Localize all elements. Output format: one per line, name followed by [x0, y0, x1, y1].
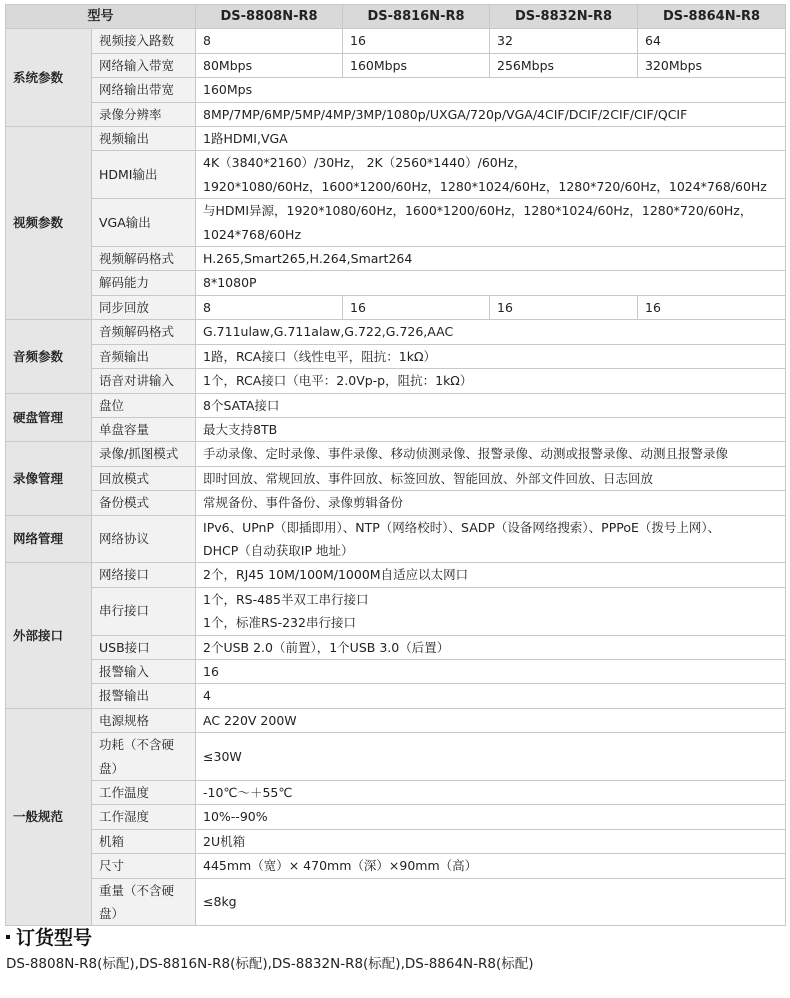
row-label: [92, 733, 196, 781]
label-line: 盘）: [99, 760, 125, 776]
row-label: USB接口: [92, 635, 196, 659]
cell: 16: [343, 29, 490, 53]
cell: 2U机箱: [196, 829, 786, 853]
table-row: [6, 271, 786, 295]
cell: 8*1080P: [196, 271, 786, 295]
group-disk: 硬盘管理: [6, 393, 92, 442]
cell: 4: [196, 684, 786, 708]
cell: [196, 151, 786, 199]
cell-line: DHCP（自动获取IP 地址）: [203, 542, 354, 558]
row-label: 尺寸: [92, 854, 196, 878]
row-label: 盘位: [92, 393, 196, 417]
group-network: 网络管理: [6, 515, 92, 563]
spec-table: [5, 4, 786, 926]
row-label: 同步回放: [92, 295, 196, 319]
cell: 最大支持8TB: [196, 417, 786, 441]
table-row: [6, 684, 786, 708]
cell: ≤8kg: [196, 878, 786, 926]
cell: G.711ulaw,G.711alaw,G.722,G.726,AAC: [196, 320, 786, 344]
cell: 160Mbps: [343, 53, 490, 77]
table-row: [6, 295, 786, 319]
group-video: 视频参数: [6, 127, 92, 320]
cell-line: 与HDMI异源，1920*1080/60Hz，1600*1200/60Hz，1280*1024/60Hz，1280*720/60Hz，: [203, 203, 753, 219]
model-1: DS-8808N-R8: [196, 5, 343, 29]
row-label: 工作温度: [92, 781, 196, 805]
cell: 2个，RJ45 10M/100M/1000M自适应以太网口: [196, 563, 786, 587]
cell: [196, 515, 786, 563]
order-section-title: [6, 923, 92, 950]
table-row: [6, 563, 786, 587]
row-label: 机箱: [92, 829, 196, 853]
table-row: [6, 78, 786, 102]
cell-line: 1个，标准RS-232串行接口: [203, 615, 356, 631]
group-system: 系统参数: [6, 29, 92, 127]
table-row: [6, 587, 786, 635]
row-label: 音频输出: [92, 344, 196, 368]
table-row: [6, 393, 786, 417]
cell: 8个SATA接口: [196, 393, 786, 417]
cell: 64: [638, 29, 786, 53]
table-row: [6, 635, 786, 659]
cell: 320Mbps: [638, 53, 786, 77]
cell: 即时回放、常规回放、事件回放、标签回放、智能回放、外部文件回放、日志回放: [196, 466, 786, 490]
bullet-icon: [6, 935, 10, 939]
table-row: [6, 491, 786, 515]
row-label: 网络协议: [92, 515, 196, 563]
row-label: [92, 878, 196, 926]
row-label: 备份模式: [92, 491, 196, 515]
cell: 16: [343, 295, 490, 319]
row-label: 电源规格: [92, 708, 196, 732]
cell-line: 1024*768/60Hz: [203, 226, 302, 242]
row-label: 视频解码格式: [92, 247, 196, 271]
table-row: [6, 344, 786, 368]
table-row: [6, 127, 786, 151]
cell: 32: [490, 29, 638, 53]
table-row: [6, 515, 786, 563]
cell: 2个USB 2.0（前置），1个USB 3.0（后置）: [196, 635, 786, 659]
row-label: 网络输入带宽: [92, 53, 196, 77]
table-row: [6, 442, 786, 466]
cell: -10℃～＋55℃: [196, 781, 786, 805]
table-row: [6, 733, 786, 781]
row-label: VGA输出: [92, 199, 196, 247]
group-general: 一般规范: [6, 708, 92, 926]
row-label: 录像分辨率: [92, 102, 196, 126]
cell: 445mm（宽）× 470mm（深）×90mm（高）: [196, 854, 786, 878]
row-label: HDMI输出: [92, 151, 196, 199]
table-row: [6, 151, 786, 199]
row-label: 视频接入路数: [92, 29, 196, 53]
table-row: [6, 247, 786, 271]
cell: 16: [490, 295, 638, 319]
row-label: 音频解码格式: [92, 320, 196, 344]
order-models-text: DS-8808N-R8(标配),DS-8816N-R8(标配),DS-8832N-R8(标配),DS-8864N-R8(标配): [6, 956, 534, 972]
cell: 8: [196, 295, 343, 319]
cell: 160Mps: [196, 78, 786, 102]
cell: 256Mbps: [490, 53, 638, 77]
table-row: [6, 659, 786, 683]
table-row: [6, 708, 786, 732]
table-row: [6, 417, 786, 441]
cell-line: IPv6、UPnP（即插即用）、NTP（网络校时）、SADP（设备网络搜索）、PPPoE（拨号上网）、: [203, 519, 721, 535]
cell: ≤30W: [196, 733, 786, 781]
row-label: 录像/抓图模式: [92, 442, 196, 466]
label-line: 功耗（不含硬: [99, 737, 175, 753]
table-row: [6, 878, 786, 926]
cell: [196, 587, 786, 635]
group-audio: 音频参数: [6, 320, 92, 393]
table-row: [6, 781, 786, 805]
cell-line: 1920*1080/60Hz，1600*1200/60Hz，1280*1024/60Hz，1280*720/60Hz，1024*768/60Hz: [203, 178, 767, 194]
cell: 10%--90%: [196, 805, 786, 829]
table-row: [6, 829, 786, 853]
row-label: 单盘容量: [92, 417, 196, 441]
header-row: [6, 5, 786, 29]
cell: 16: [196, 659, 786, 683]
cell: 1路HDMI,VGA: [196, 127, 786, 151]
row-label: 视频输出: [92, 127, 196, 151]
row-label: 回放模式: [92, 466, 196, 490]
model-3: DS-8832N-R8: [490, 5, 638, 29]
cell: 80Mbps: [196, 53, 343, 77]
table-row: [6, 854, 786, 878]
model-4: DS-8864N-R8: [638, 5, 786, 29]
group-external: 外部接口: [6, 563, 92, 708]
order-title-text: 订货型号: [16, 927, 93, 949]
cell-line: 4K（3840*2160）/30Hz， 2K（2560*1440）/60Hz，: [203, 155, 527, 171]
model-label: 型号: [6, 5, 196, 29]
cell: 8MP/7MP/6MP/5MP/4MP/3MP/1080p/UXGA/720p/VGA/4CIF/DCIF/2CIF/CIF/QCIF: [196, 102, 786, 126]
cell: 手动录像、定时录像、事件录像、移动侦测录像、报警录像、动测或报警录像、动测且报警录像: [196, 442, 786, 466]
cell: H.265,Smart265,H.264,Smart264: [196, 247, 786, 271]
table-row: [6, 466, 786, 490]
row-label: 报警输入: [92, 659, 196, 683]
label-line: 重量（不含硬: [99, 882, 175, 898]
model-2: DS-8816N-R8: [343, 5, 490, 29]
table-row: [6, 199, 786, 247]
row-label: 语音对讲输入: [92, 369, 196, 393]
cell: AC 220V 200W: [196, 708, 786, 732]
table-row: [6, 102, 786, 126]
row-label: 网络输出带宽: [92, 78, 196, 102]
row-label: 网络接口: [92, 563, 196, 587]
row-label: 报警输出: [92, 684, 196, 708]
cell: 1路，RCA接口（线性电平，阻抗：1kΩ）: [196, 344, 786, 368]
cell: 8: [196, 29, 343, 53]
row-label: 串行接口: [92, 587, 196, 635]
table-row: [6, 805, 786, 829]
cell-line: 1个，RS-485半双工串行接口: [203, 591, 369, 607]
row-label: 解码能力: [92, 271, 196, 295]
group-record: 录像管理: [6, 442, 92, 515]
table-row: [6, 320, 786, 344]
cell: 常规备份、事件备份、录像剪辑备份: [196, 491, 786, 515]
label-line: 盘）: [99, 906, 125, 922]
cell: 16: [638, 295, 786, 319]
cell: 1个，RCA接口（电平：2.0Vp-p，阻抗：1kΩ）: [196, 369, 786, 393]
table-row: [6, 369, 786, 393]
table-row: [6, 53, 786, 77]
cell: [196, 199, 786, 247]
row-label: 工作湿度: [92, 805, 196, 829]
table-row: [6, 29, 786, 53]
